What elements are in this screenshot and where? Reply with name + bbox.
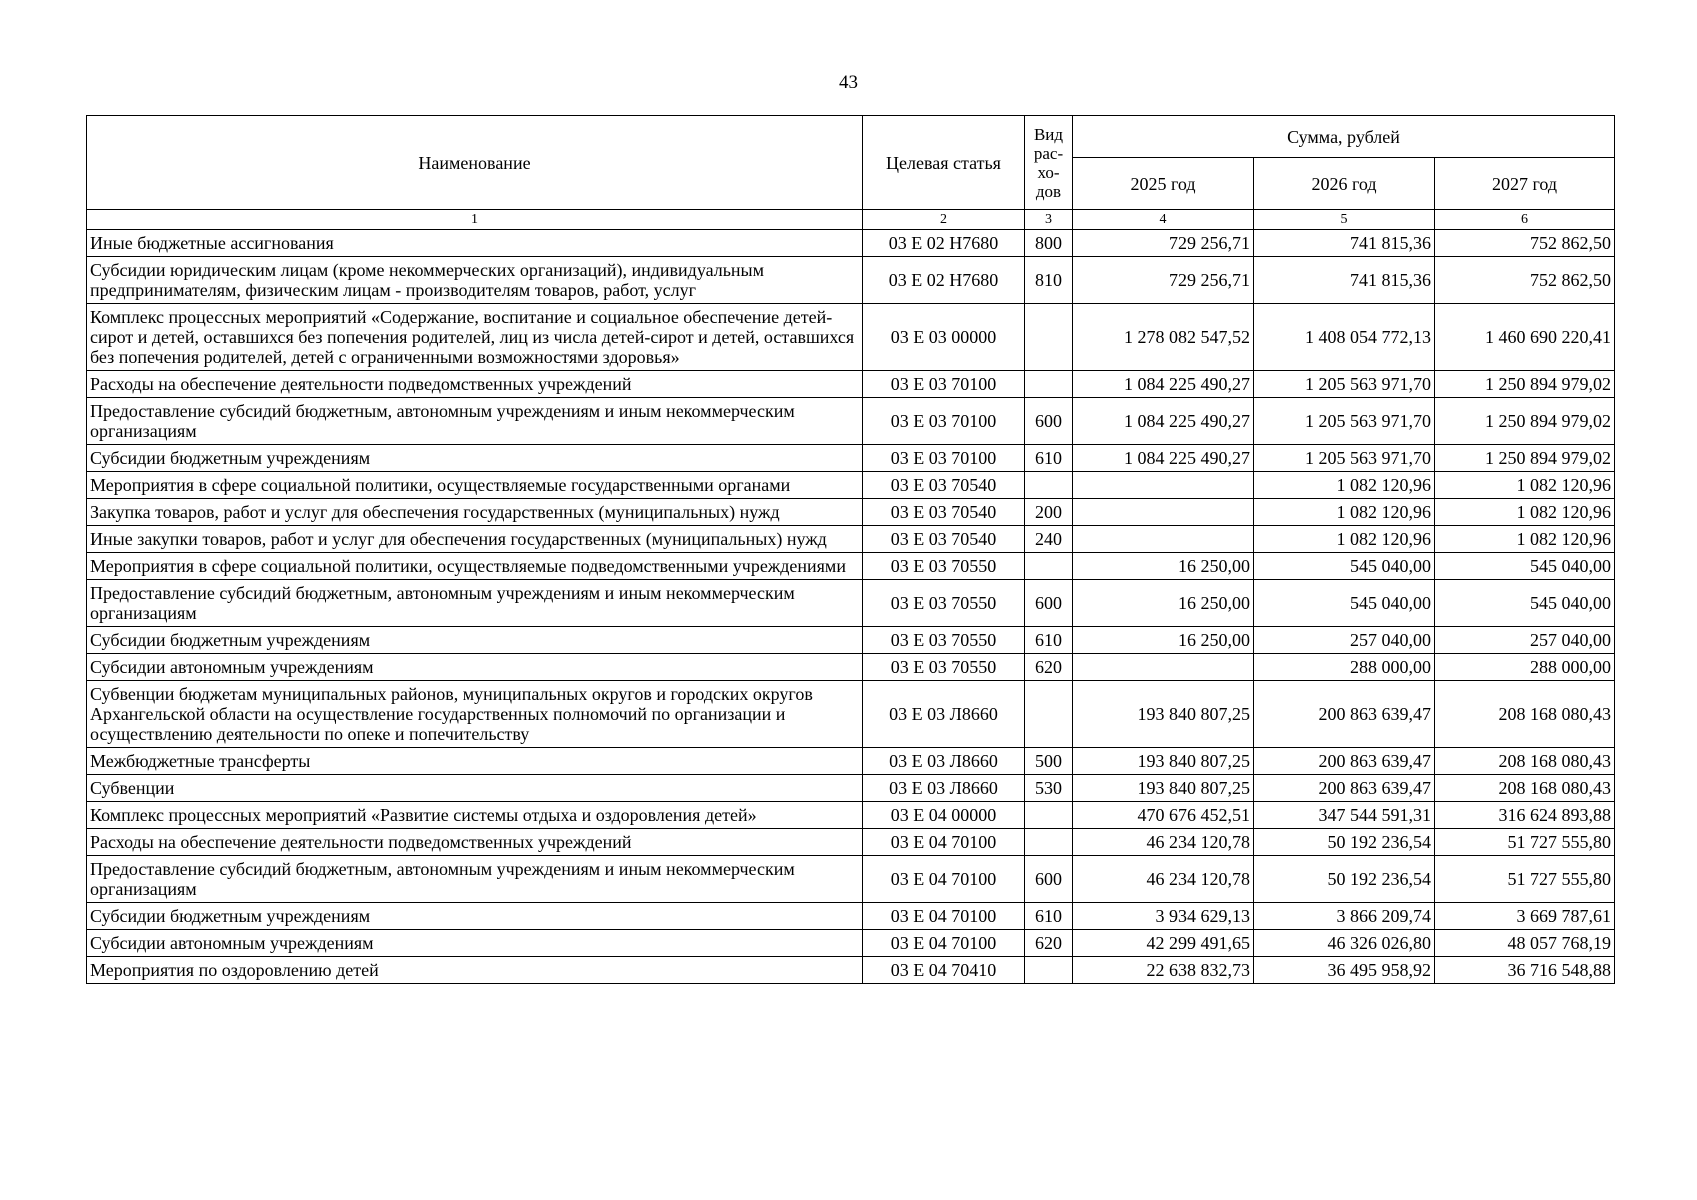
row-target-code: 03 Е 03 70540 [863,499,1025,526]
row-expense-type [1025,304,1073,371]
row-expense-type [1025,681,1073,748]
row-sum-2025 [1073,499,1254,526]
row-sum-2027: 208 168 080,43 [1435,681,1615,748]
row-name: Комплекс процессных мероприятий «Содержание, воспитание и социальное обеспечение детей-сирот и детей, оставшихся без попечения родителей, лиц из числа детей-сирот и детей, оставшихся без попечения родителей, детей с ограниченными возможностями здоровья» [87,304,863,371]
row-name: Межбюджетные трансферты [87,748,863,775]
row-sum-2025: 42 299 491,65 [1073,930,1254,957]
row-sum-2026: 1 082 120,96 [1254,472,1435,499]
row-expense-type: 600 [1025,856,1073,903]
column-number: 3 [1025,210,1073,230]
table-row [87,802,1615,829]
row-target-code: 03 Е 03 Л8660 [863,748,1025,775]
table-row [87,398,1615,445]
row-name: Субсидии автономным учреждениям [87,930,863,957]
row-sum-2026: 1 082 120,96 [1254,526,1435,553]
row-name: Расходы на обеспечение деятельности подведомственных учреждений [87,829,863,856]
row-target-code: 03 Е 04 70100 [863,829,1025,856]
table-row [87,580,1615,627]
row-target-code: 03 Е 04 00000 [863,802,1025,829]
row-name: Субсидии юридическим лицам (кроме некоммерческих организаций), индивидуальным предпринимателям, физическим лицам - производителям товаров, работ, услуг [87,257,863,304]
row-sum-2026: 46 326 026,80 [1254,930,1435,957]
row-sum-2025: 1 278 082 547,52 [1073,304,1254,371]
row-sum-2027: 48 057 768,19 [1435,930,1615,957]
row-sum-2027: 208 168 080,43 [1435,748,1615,775]
row-sum-2027: 545 040,00 [1435,553,1615,580]
row-target-code: 03 Е 04 70100 [863,903,1025,930]
row-sum-2027: 36 716 548,88 [1435,957,1615,984]
row-target-code: 03 Е 03 70550 [863,627,1025,654]
table-row [87,829,1615,856]
row-expense-type: 600 [1025,398,1073,445]
row-sum-2026: 288 000,00 [1254,654,1435,681]
header-name: Наименование [87,116,863,210]
row-expense-type [1025,802,1073,829]
table-row [87,681,1615,748]
row-sum-2025: 16 250,00 [1073,553,1254,580]
table-row [87,930,1615,957]
row-expense-type: 530 [1025,775,1073,802]
row-sum-2025 [1073,654,1254,681]
row-sum-2027: 316 624 893,88 [1435,802,1615,829]
table-row [87,553,1615,580]
row-target-code: 03 Е 03 70540 [863,526,1025,553]
table-row [87,371,1615,398]
row-expense-type: 800 [1025,230,1073,257]
row-sum-2026: 36 495 958,92 [1254,957,1435,984]
row-sum-2027: 257 040,00 [1435,627,1615,654]
row-sum-2025: 16 250,00 [1073,580,1254,627]
row-expense-type [1025,371,1073,398]
row-name: Субсидии бюджетным учреждениям [87,903,863,930]
row-sum-2027: 1 082 120,96 [1435,472,1615,499]
row-sum-2026: 1 205 563 971,70 [1254,371,1435,398]
row-expense-type [1025,957,1073,984]
row-name: Предоставление субсидий бюджетным, автономным учреждениям и иным некоммерческим организациям [87,856,863,903]
column-number: 2 [863,210,1025,230]
row-sum-2027: 1 250 894 979,02 [1435,371,1615,398]
header-vid: Вид рас-хо-дов [1025,116,1073,210]
table-body [87,230,1615,984]
row-name: Субвенции [87,775,863,802]
row-name: Мероприятия в сфере социальной политики, осуществляемые государственными органами [87,472,863,499]
row-target-code: 03 Е 03 00000 [863,304,1025,371]
row-sum-2027: 1 082 120,96 [1435,499,1615,526]
row-target-code: 03 Е 03 70550 [863,654,1025,681]
row-sum-2025: 193 840 807,25 [1073,681,1254,748]
row-expense-type: 620 [1025,654,1073,681]
table-row [87,654,1615,681]
row-expense-type: 610 [1025,445,1073,472]
row-target-code: 03 Е 02 Н7680 [863,230,1025,257]
row-name: Субсидии автономным учреждениям [87,654,863,681]
table-row [87,627,1615,654]
row-name: Иные бюджетные ассигнования [87,230,863,257]
row-target-code: 03 Е 03 70100 [863,371,1025,398]
row-name: Комплекс процессных мероприятий «Развитие системы отдыха и оздоровления детей» [87,802,863,829]
header-target: Целевая статья [863,116,1025,210]
row-sum-2026: 545 040,00 [1254,553,1435,580]
row-expense-type: 810 [1025,257,1073,304]
column-number: 5 [1254,210,1435,230]
row-sum-2026: 741 815,36 [1254,257,1435,304]
header-year-2025: 2025 год [1073,158,1254,210]
row-sum-2026: 257 040,00 [1254,627,1435,654]
table-row [87,748,1615,775]
row-sum-2027: 752 862,50 [1435,230,1615,257]
row-expense-type: 200 [1025,499,1073,526]
row-sum-2026: 1 205 563 971,70 [1254,445,1435,472]
column-number: 6 [1435,210,1615,230]
row-sum-2025: 729 256,71 [1073,230,1254,257]
row-sum-2027: 51 727 555,80 [1435,856,1615,903]
column-numbers-row [87,210,1615,230]
row-target-code: 03 Е 03 Л8660 [863,681,1025,748]
row-sum-2025: 1 084 225 490,27 [1073,371,1254,398]
row-name: Субсидии бюджетным учреждениям [87,445,863,472]
row-sum-2025: 3 934 629,13 [1073,903,1254,930]
row-sum-2026: 1 205 563 971,70 [1254,398,1435,445]
row-sum-2025: 1 084 225 490,27 [1073,445,1254,472]
row-target-code: 03 Е 03 70100 [863,445,1025,472]
table-row [87,445,1615,472]
row-sum-2025: 470 676 452,51 [1073,802,1254,829]
row-target-code: 03 Е 02 Н7680 [863,257,1025,304]
row-expense-type [1025,829,1073,856]
row-sum-2026: 545 040,00 [1254,580,1435,627]
table-row [87,472,1615,499]
row-target-code: 03 Е 04 70100 [863,930,1025,957]
row-sum-2026: 50 192 236,54 [1254,856,1435,903]
row-sum-2027: 3 669 787,61 [1435,903,1615,930]
row-sum-2025: 193 840 807,25 [1073,775,1254,802]
row-sum-2026: 1 082 120,96 [1254,499,1435,526]
table-row [87,230,1615,257]
row-sum-2026: 1 408 054 772,13 [1254,304,1435,371]
row-expense-type [1025,553,1073,580]
row-expense-type: 240 [1025,526,1073,553]
row-sum-2026: 200 863 639,47 [1254,775,1435,802]
table-row [87,257,1615,304]
row-name: Субвенции бюджетам муниципальных районов, муниципальных округов и городских округов Архангельской области на осуществление государственных полномочий по организации и осуществлению деятельности по опеке и попечительству [87,681,863,748]
row-sum-2025: 46 234 120,78 [1073,829,1254,856]
row-name: Расходы на обеспечение деятельности подведомственных учреждений [87,371,863,398]
row-expense-type: 610 [1025,627,1073,654]
row-sum-2025: 729 256,71 [1073,257,1254,304]
header-year-2027: 2027 год [1435,158,1615,210]
header-sum: Сумма, рублей [1073,116,1615,158]
row-target-code: 03 Е 04 70410 [863,957,1025,984]
row-sum-2027: 752 862,50 [1435,257,1615,304]
row-sum-2025: 22 638 832,73 [1073,957,1254,984]
table-row [87,499,1615,526]
row-sum-2026: 3 866 209,74 [1254,903,1435,930]
row-sum-2025 [1073,526,1254,553]
row-sum-2026: 347 544 591,31 [1254,802,1435,829]
table-row [87,856,1615,903]
row-sum-2025: 16 250,00 [1073,627,1254,654]
row-target-code: 03 Е 03 70550 [863,553,1025,580]
table-row [87,526,1615,553]
row-target-code: 03 Е 04 70100 [863,856,1025,903]
row-target-code: 03 Е 03 70550 [863,580,1025,627]
row-sum-2026: 200 863 639,47 [1254,681,1435,748]
row-sum-2027: 288 000,00 [1435,654,1615,681]
row-name: Закупка товаров, работ и услуг для обеспечения государственных (муниципальных) нужд [87,499,863,526]
row-sum-2027: 1 082 120,96 [1435,526,1615,553]
table-row [87,304,1615,371]
budget-table [86,115,1615,984]
row-target-code: 03 Е 03 Л8660 [863,775,1025,802]
table-row [87,957,1615,984]
row-sum-2027: 545 040,00 [1435,580,1615,627]
row-sum-2026: 50 192 236,54 [1254,829,1435,856]
row-sum-2027: 1 250 894 979,02 [1435,445,1615,472]
row-name: Предоставление субсидий бюджетным, автономным учреждениям и иным некоммерческим организациям [87,580,863,627]
row-expense-type: 600 [1025,580,1073,627]
row-expense-type: 610 [1025,903,1073,930]
row-sum-2027: 208 168 080,43 [1435,775,1615,802]
header-year-2026: 2026 год [1254,158,1435,210]
row-sum-2027: 1 460 690 220,41 [1435,304,1615,371]
row-target-code: 03 Е 03 70540 [863,472,1025,499]
row-sum-2025: 1 084 225 490,27 [1073,398,1254,445]
table-row [87,775,1615,802]
row-sum-2026: 200 863 639,47 [1254,748,1435,775]
row-expense-type: 620 [1025,930,1073,957]
row-expense-type: 500 [1025,748,1073,775]
row-target-code: 03 Е 03 70100 [863,398,1025,445]
row-name: Мероприятия по оздоровлению детей [87,957,863,984]
row-sum-2026: 741 815,36 [1254,230,1435,257]
column-number: 1 [87,210,863,230]
row-sum-2025: 46 234 120,78 [1073,856,1254,903]
row-name: Субсидии бюджетным учреждениям [87,627,863,654]
row-sum-2027: 1 250 894 979,02 [1435,398,1615,445]
row-name: Предоставление субсидий бюджетным, автономным учреждениям и иным некоммерческим организациям [87,398,863,445]
row-sum-2025: 193 840 807,25 [1073,748,1254,775]
row-sum-2025 [1073,472,1254,499]
row-sum-2027: 51 727 555,80 [1435,829,1615,856]
column-number: 4 [1073,210,1254,230]
page-number: 43 [839,72,858,93]
row-name: Мероприятия в сфере социальной политики, осуществляемые подведомственными учреждениями [87,553,863,580]
row-expense-type [1025,472,1073,499]
row-name: Иные закупки товаров, работ и услуг для обеспечения государственных (муниципальных) нужд [87,526,863,553]
table-row [87,903,1615,930]
